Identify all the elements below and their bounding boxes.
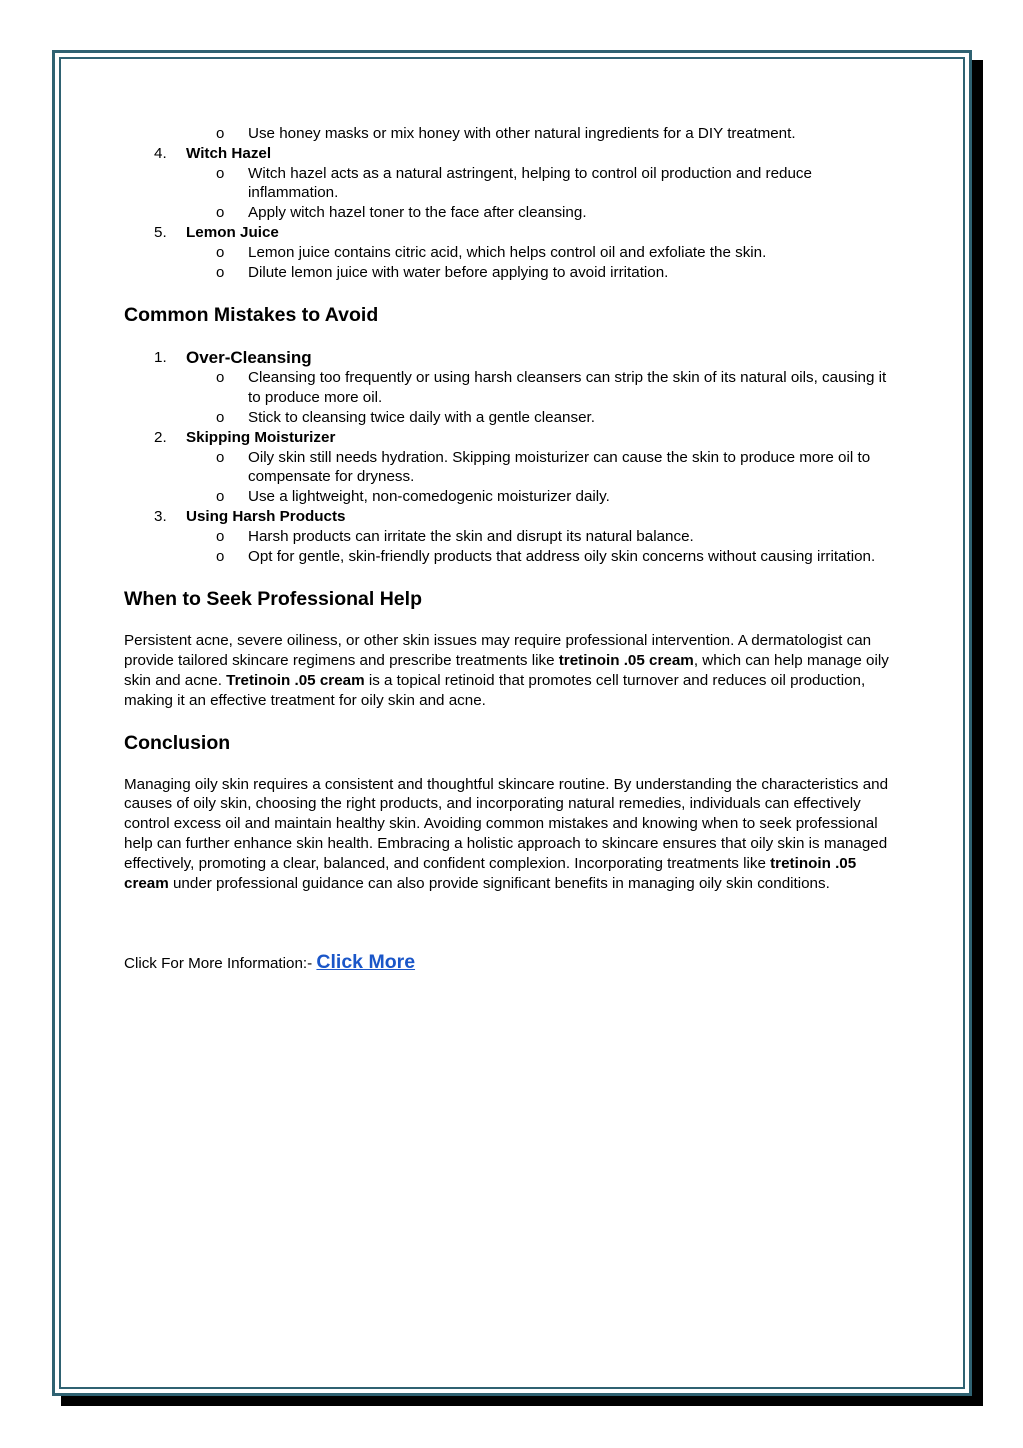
section-heading-mistakes: Common Mistakes to Avoid [124,304,379,327]
list-number: 4. [154,144,167,162]
bullet-marker: o [216,369,225,387]
sub-item-text: Oily skin still needs hydration. Skipping moisturizer can cause the skin to produce more oil to compensate for dryness. [248,448,871,486]
sub-item-text: Witch hazel acts as a natural astringent, helping to control oil production and reduce inflammation. [248,164,812,202]
paragraph-text: Managing oily skin requires a consistent and thoughtful skincare routine. By understanding the characteristics and causes of oily skin, choosing the right products, and incorporating natural remedies, individuals can effectively control excess oil and maintain healthy skin. Avoiding common mistakes and knowing when to seek professional help can further enhance skin health. Embracing a holistic approach to skincare ensures that oily skin is managed effectively, promoting a clear, balanced, and confident complexion. Incorporating treatments like [124,775,889,872]
bullet-marker: o [216,408,225,426]
list-item-over-cleansing [124,347,894,368]
more-info-line [124,953,894,974]
click-more-link[interactable]: Click More [316,951,416,974]
list-number: 3. [154,507,167,525]
sub-item-text: Apply witch hazel toner to the face after cleansing. [248,204,587,222]
list-sub-item [124,203,894,223]
list-sub-item [124,527,894,547]
sub-item-text: Lemon juice contains citric acid, which helps control oil and exfoliate the skin. [248,243,767,261]
list-item-title: Witch Hazel [186,144,272,162]
list-item-witch-hazel [124,144,894,164]
bullet-marker: o [216,243,225,261]
list-sub-item [124,408,894,428]
professional-paragraph [124,631,894,710]
list-item-title: Lemon Juice [186,223,279,241]
paragraph-text: Persistent acne, severe oiliness, or other skin issues may require professional intervention. A dermatologist can provide tailored skincare regimens and prescribe treatments like [124,632,872,670]
list-sub-item [124,124,894,144]
sub-item-text: Dilute lemon juice with water before applying to avoid irritation. [248,263,669,281]
bold-term: Tretinoin .05 cream [226,671,365,689]
list-item-skipping-moisturizer [124,428,894,448]
more-info-label: Click For More Information:- [124,955,317,973]
list-number: 2. [154,428,167,446]
bullet-marker: o [216,547,225,565]
bullet-marker: o [216,263,225,281]
conclusion-paragraph [124,775,894,894]
bold-term: tretinoin .05 cream [558,652,694,670]
list-sub-item [124,263,894,283]
bullet-marker: o [216,125,225,142]
sub-item-text: Opt for gentle, skin-friendly products that address oily skin concerns without causing irritation. [248,547,876,565]
list-item-title: Over-Cleansing [186,348,312,368]
sub-item-text: Cleansing too frequently or using harsh cleansers can strip the skin of its natural oils, causing it to produce more oil. [248,369,887,407]
sub-item-text: Use a lightweight, non-comedogenic moisturizer daily. [248,488,610,506]
list-sub-item [124,487,894,507]
bullet-marker: o [216,204,225,222]
list-sub-item [124,547,894,567]
sub-item-text: Harsh products can irritate the skin and disrupt its natural balance. [248,527,694,545]
list-item-title: Using Harsh Products [186,507,346,525]
list-number: 1. [154,349,167,367]
list-item-lemon-juice [124,223,894,243]
bold-term: tretinoin .05 cream [124,854,857,892]
paragraph-text: is a topical retinoid that promotes cell turnover and reduces oil production, making it an effective treatment for oily skin and acne. [124,671,866,709]
sub-item-text: Stick to cleansing twice daily with a gentle cleanser. [248,408,595,426]
sub-item-text: Use honey masks or mix honey with other natural ingredients for a DIY treatment. [248,125,796,142]
list-sub-item [124,243,894,263]
list-number: 5. [154,223,167,241]
document-content [124,124,894,974]
list-sub-item [124,448,894,488]
bullet-marker: o [216,448,225,466]
list-sub-item [124,164,894,204]
paragraph-text: , which can help manage oily skin and acne. [124,652,889,689]
bullet-marker: o [216,164,225,182]
section-heading-professional: When to Seek Professional Help [124,588,422,611]
bullet-marker: o [216,488,225,506]
section-heading-conclusion: Conclusion [124,731,231,754]
bullet-marker: o [216,527,225,545]
list-item-title: Skipping Moisturizer [186,428,336,446]
paragraph-text: under professional guidance can also provide significant benefits in managing oily skin conditions. [168,874,830,892]
list-item-harsh-products [124,507,894,527]
list-sub-item [124,368,894,408]
